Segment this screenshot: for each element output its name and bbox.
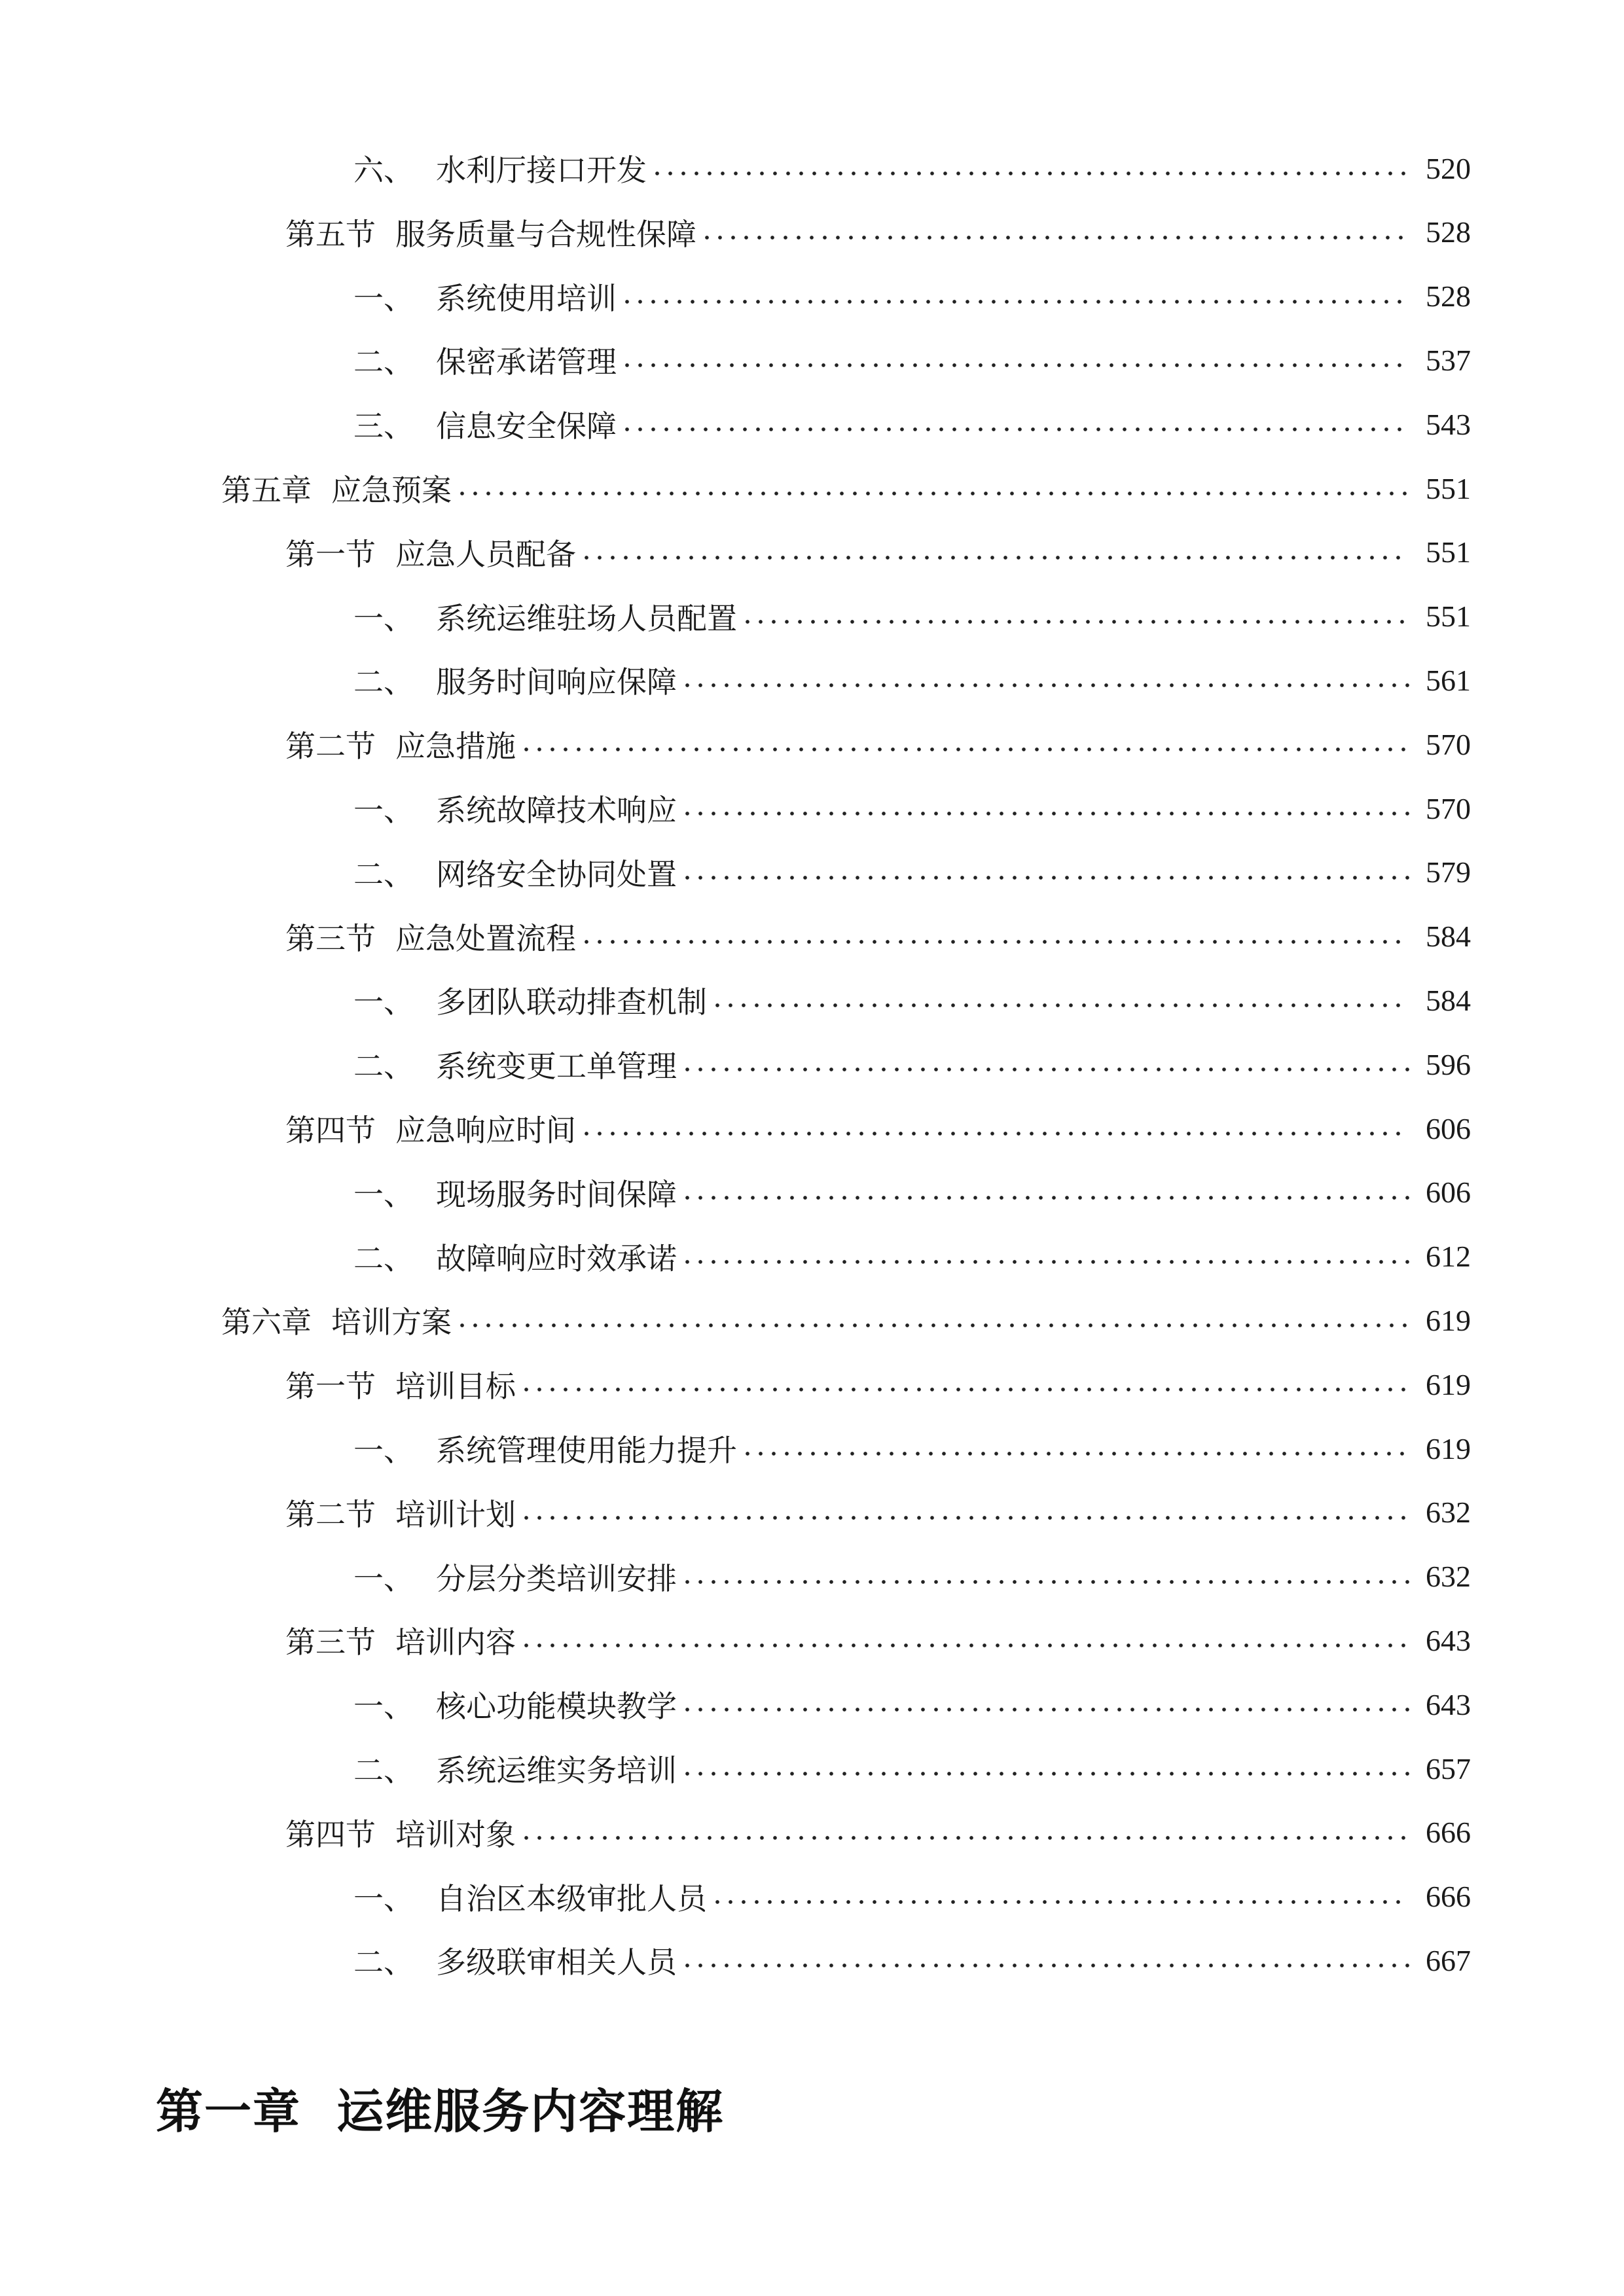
toc-entry-number: 一、: [353, 1560, 414, 1596]
toc-entry-page: 528: [1426, 215, 1471, 249]
toc-entry-page: 632: [1426, 1496, 1471, 1530]
toc-entry-title: 服务时间响应保障: [436, 664, 677, 700]
toc-entry[interactable]: [0, 529, 1624, 575]
toc-entry-number: 一、: [353, 600, 414, 636]
toc-entry-number: 一、: [353, 1880, 414, 1916]
toc-entry-title: 网络安全协同处置: [436, 856, 677, 892]
toc-entry-title: 自治区本级审批人员: [436, 1880, 707, 1916]
toc-entry-title: 保密承诺管理: [436, 344, 617, 380]
toc-entry-title: 系统管理使用能力提升: [436, 1433, 737, 1468]
dot-leader: [520, 746, 1409, 753]
toc-entry-title: 核心功能模块教学: [436, 1689, 677, 1725]
toc-entry-page: 551: [1426, 600, 1471, 634]
toc-entry-page: 606: [1426, 1111, 1471, 1145]
toc-entry-title: 水利厅接口开发: [436, 152, 647, 188]
toc-entry-page: 619: [1426, 1431, 1471, 1465]
toc-entry-number: 一、: [353, 1689, 414, 1725]
toc-entry-title: 系统变更工单管理: [436, 1049, 677, 1085]
dot-leader: [681, 682, 1409, 689]
toc-entry-title: 应急预案: [331, 473, 452, 508]
chapter-heading: 第一章 运维服务内容理解: [156, 2084, 725, 2139]
toc-entry-page: 657: [1426, 1751, 1471, 1785]
toc-entry[interactable]: [0, 721, 1624, 767]
toc-entry-number: 第五章: [221, 473, 312, 508]
toc-entry-page: 570: [1426, 727, 1471, 761]
toc-entry-number: 二、: [353, 856, 414, 892]
toc-entry-title: 信息安全保障: [436, 408, 617, 444]
dot-leader: [621, 298, 1409, 305]
toc-entry[interactable]: [0, 1810, 1624, 1856]
toc-entry[interactable]: [0, 785, 1624, 831]
toc-entry[interactable]: [0, 977, 1624, 1023]
toc-entry-page: 551: [1426, 471, 1471, 505]
dot-leader: [621, 362, 1409, 368]
toc-entry-number: 第四节: [285, 1113, 376, 1148]
toc-entry-title: 多级联审相关人员: [436, 1945, 677, 1981]
toc-entry-number: 一、: [353, 1433, 414, 1468]
dot-leader: [580, 554, 1409, 561]
toc-entry-number: 第二节: [285, 728, 376, 764]
toc-entry[interactable]: [0, 1874, 1624, 1920]
toc-entry-number: 一、: [353, 1176, 414, 1212]
toc-entry-number: 六、: [353, 152, 414, 188]
toc-entry-number: 第一节: [285, 536, 376, 572]
toc-entry-page: 570: [1426, 791, 1471, 825]
toc-entry-page: 632: [1426, 1560, 1471, 1594]
dot-leader: [520, 1515, 1409, 1521]
toc-entry-title: 故障响应时效承诺: [436, 1240, 677, 1276]
dot-leader: [681, 1579, 1409, 1585]
dot-leader: [741, 619, 1409, 625]
toc-entry-title: 培训对象: [395, 1816, 516, 1852]
toc-entry-page: 584: [1426, 920, 1471, 954]
toc-entry-page: 528: [1426, 279, 1471, 314]
dot-leader: [681, 1706, 1409, 1713]
toc-entry-number: 二、: [353, 1945, 414, 1981]
toc-entry-number: 二、: [353, 1049, 414, 1085]
toc-entry-number: 一、: [353, 793, 414, 828]
toc-entry-title: 培训目标: [395, 1369, 516, 1405]
toc-entry-number: 三、: [353, 408, 414, 444]
toc-entry-page: 619: [1426, 1303, 1471, 1337]
toc-entry[interactable]: [0, 1681, 1624, 1727]
toc-entry[interactable]: [0, 274, 1624, 319]
toc-entry-title: 应急处置流程: [395, 920, 576, 956]
toc-entry-title: 应急措施: [395, 728, 516, 764]
dot-leader: [681, 1066, 1409, 1073]
toc-entry[interactable]: [0, 1746, 1624, 1791]
toc-entry-page: 666: [1426, 1816, 1471, 1850]
toc-entry-number: 二、: [353, 664, 414, 700]
toc-entry-page: 643: [1426, 1623, 1471, 1657]
dot-leader: [580, 939, 1409, 945]
toc-entry-title: 应急响应时间: [395, 1113, 576, 1148]
toc-entry[interactable]: [0, 657, 1624, 703]
toc-entry-number: 第三节: [285, 920, 376, 956]
toc-entry[interactable]: [0, 1170, 1624, 1215]
toc-entry-title: 系统运维驻场人员配置: [436, 600, 737, 636]
toc-entry-page: 579: [1426, 855, 1471, 889]
toc-entry-number: 二、: [353, 1240, 414, 1276]
toc-entry[interactable]: [0, 594, 1624, 639]
toc-entry-title: 系统使用培训: [436, 280, 617, 316]
toc-entry[interactable]: [0, 850, 1624, 895]
toc-entry-title: 培训方案: [331, 1304, 452, 1340]
toc-entry[interactable]: [0, 1554, 1624, 1600]
toc-entry-title: 培训计划: [395, 1496, 516, 1532]
dot-leader: [681, 1770, 1409, 1777]
toc-entry-number: 一、: [353, 280, 414, 316]
dot-leader: [520, 1642, 1409, 1649]
toc-entry-number: 第六章: [221, 1304, 312, 1340]
toc-entry-title: 系统故障技术响应: [436, 793, 677, 828]
toc-entry-page: 551: [1426, 535, 1471, 569]
dot-leader: [681, 1194, 1409, 1201]
dot-leader: [681, 810, 1409, 817]
toc-entry-page: 520: [1426, 151, 1471, 185]
dot-leader: [681, 1962, 1409, 1969]
toc-entry-title: 系统运维实务培训: [436, 1753, 677, 1788]
dot-leader: [621, 426, 1409, 433]
toc-entry-page: 643: [1426, 1687, 1471, 1721]
dot-leader: [651, 170, 1409, 177]
toc-entry-number: 二、: [353, 344, 414, 380]
toc-entry[interactable]: [0, 401, 1624, 447]
toc-entry-number: 第一节: [285, 1369, 376, 1405]
toc-entry-page: 666: [1426, 1880, 1471, 1914]
dot-leader: [681, 874, 1409, 881]
toc-entry[interactable]: [0, 1297, 1624, 1343]
toc-entry-title: 服务质量与合规性保障: [395, 216, 696, 252]
toc-entry[interactable]: [0, 1426, 1624, 1471]
toc-entry-page: 606: [1426, 1175, 1471, 1210]
toc-entry[interactable]: [0, 1617, 1624, 1663]
toc-entry[interactable]: [0, 1361, 1624, 1407]
toc-entry-page: 543: [1426, 407, 1471, 441]
toc-entry[interactable]: [0, 337, 1624, 383]
toc-entry-title: 培训内容: [395, 1624, 516, 1660]
toc-entry-page: 612: [1426, 1240, 1471, 1274]
dot-leader: [741, 1450, 1409, 1457]
dot-leader: [520, 1386, 1409, 1393]
toc-entry-page: 596: [1426, 1047, 1471, 1081]
toc-entry[interactable]: [0, 1937, 1624, 1983]
toc-entry-number: 第二节: [285, 1496, 376, 1532]
toc-entry-number: 一、: [353, 984, 414, 1020]
toc-entry-page: 667: [1426, 1943, 1471, 1977]
toc-entry-number: 第三节: [285, 1624, 376, 1660]
toc-entry[interactable]: [0, 1234, 1624, 1280]
toc-entry-title: 应急人员配备: [395, 536, 576, 572]
toc-entry[interactable]: [0, 1041, 1624, 1087]
dot-leader: [711, 1002, 1409, 1009]
toc-entry-number: 二、: [353, 1753, 414, 1788]
dot-leader: [580, 1130, 1409, 1137]
toc-entry-page: 537: [1426, 343, 1471, 377]
toc-entry-page: 561: [1426, 663, 1471, 697]
toc-entry-page: 619: [1426, 1367, 1471, 1401]
toc-entry[interactable]: [0, 465, 1624, 511]
toc-entry-title: 现场服务时间保障: [436, 1176, 677, 1212]
toc-entry-title: 多团队联动排查机制: [436, 984, 707, 1020]
toc-entry-title: 分层分类培训安排: [436, 1560, 677, 1596]
toc-entry[interactable]: [0, 914, 1624, 960]
toc-entry[interactable]: [0, 209, 1624, 255]
dot-leader: [520, 1835, 1409, 1841]
dot-leader: [456, 1322, 1409, 1329]
toc-entry[interactable]: [0, 1105, 1624, 1151]
toc-entry-number: 第四节: [285, 1816, 376, 1852]
toc-entry[interactable]: [0, 145, 1624, 191]
toc-entry-number: 第五节: [285, 216, 376, 252]
dot-leader: [456, 490, 1409, 497]
toc-entry[interactable]: [0, 1490, 1624, 1535]
dot-leader: [700, 234, 1409, 241]
dot-leader: [681, 1259, 1409, 1265]
dot-leader: [711, 1899, 1409, 1905]
toc-entry-page: 584: [1426, 983, 1471, 1017]
